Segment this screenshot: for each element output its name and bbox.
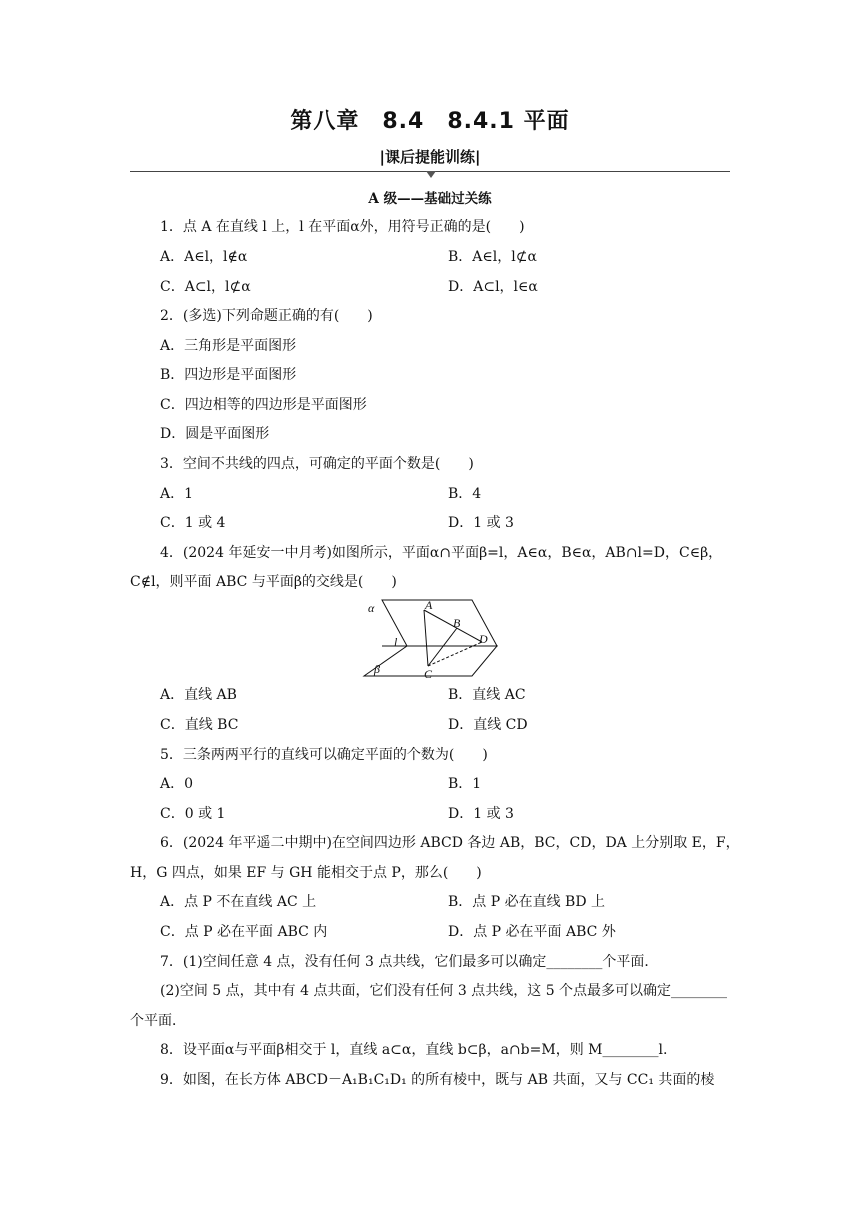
question-7-part1: 7．(1)空间任意 4 点，没有任何 3 点共线，它们最多可以确定________个平面． bbox=[160, 954, 659, 970]
question-9-stem: 9．如图，在长方体 ABCD－A₁B₁C₁D₁ 的所有棱中，既与 AB 共面，又与 CC₁ 共面的棱 bbox=[160, 1072, 715, 1088]
label-a: A bbox=[425, 598, 433, 612]
question-5-option-b: B．1 bbox=[448, 776, 482, 792]
question-4-stem-line1: 4．(2024 年延安一中月考)如图所示，平面α∩平面β=l，A∈α，B∈α，AB∩l=D，C∈β， bbox=[160, 545, 723, 561]
question-2-stem: 2．(多选)下列命题正确的有( ) bbox=[160, 308, 373, 324]
question-3-option-d: D．1 或 3 bbox=[448, 515, 514, 531]
question-7-part2-line1: (2)空间 5 点，其中有 4 点共面，它们没有任何 3 点共线，这 5 个点最多可以确定________ bbox=[160, 983, 728, 999]
question-4-option-a: A．直线 AB bbox=[160, 687, 237, 703]
segment-ac bbox=[424, 610, 428, 666]
question-4-stem-line2: C∉l，则平面 ABC 与平面β的交线是( ) bbox=[130, 574, 397, 590]
question-6-option-c: C．点 P 必在平面 ABC 内 bbox=[160, 924, 328, 940]
label-d: D bbox=[479, 632, 488, 646]
question-5-option-d: D．1 或 3 bbox=[448, 806, 514, 822]
label-alpha: α bbox=[368, 601, 375, 615]
label-c: C bbox=[424, 667, 433, 680]
question-1-option-a: A．A∈l，l∉α bbox=[160, 249, 248, 265]
question-1-option-c: C．A⊂l，l⊄α bbox=[160, 279, 251, 295]
question-2-option-a: A．三角形是平面图形 bbox=[160, 338, 297, 354]
question-6-stem-line1: 6．(2024 年平遥二中期中)在空间四边形 ABCD 各边 AB，BC，CD，DA 上分别取 E，F， bbox=[160, 835, 740, 851]
planes-figure bbox=[362, 596, 502, 680]
question-6-option-d: D．点 P 必在平面 ABC 外 bbox=[448, 924, 616, 940]
question-3-option-c: C．1 或 4 bbox=[160, 515, 226, 531]
question-7-part2-line2: 个平面． bbox=[130, 1013, 186, 1029]
question-3-option-b: B．4 bbox=[448, 486, 482, 502]
question-6-option-b: B．点 P 必在直线 BD 上 bbox=[448, 894, 606, 910]
question-1-option-d: D．A⊂l，l∈α bbox=[448, 279, 538, 295]
label-l: l bbox=[394, 635, 398, 649]
question-4-option-c: C．直线 BC bbox=[160, 717, 239, 733]
label-b: B bbox=[453, 616, 461, 630]
question-4-option-b: B．直线 AC bbox=[448, 687, 526, 703]
question-5-option-a: A．0 bbox=[160, 776, 194, 792]
question-3-option-a: A．1 bbox=[160, 486, 194, 502]
question-5-option-c: C．0 或 1 bbox=[160, 806, 226, 822]
question-5-stem: 5．三条两两平行的直线可以确定平面的个数为( ) bbox=[160, 747, 488, 763]
question-3-stem: 3．空间不共线的四点，可确定的平面个数是( ) bbox=[160, 456, 474, 472]
question-6-stem-line2: H，G 四点，如果 EF 与 GH 能相交于点 P，那么( ) bbox=[130, 865, 482, 881]
segment-bc bbox=[428, 628, 457, 666]
question-2-option-d: D．圆是平面图形 bbox=[160, 426, 270, 442]
page-title: 第八章 8.4 8.4.1 平面 bbox=[290, 109, 570, 134]
divider-arrow-icon bbox=[426, 171, 436, 178]
question-4-option-d: D．直线 CD bbox=[448, 717, 528, 733]
question-1-stem: 1．点 A 在直线 l 上，l 在平面α外，用符号正确的是( ) bbox=[160, 219, 525, 235]
section-banner: |课后提能训练| bbox=[379, 148, 481, 166]
level-heading: A 级——基础过关练 bbox=[368, 191, 492, 207]
label-beta: β bbox=[374, 662, 380, 676]
question-6-option-a: A．点 P 不在直线 AC 上 bbox=[160, 894, 317, 910]
question-2-option-b: B．四边形是平面图形 bbox=[160, 367, 297, 383]
question-8-stem: 8．设平面α与平面β相交于 l，直线 a⊂α，直线 b⊂β，a∩b=M，则 M________l. bbox=[160, 1042, 668, 1058]
question-2-option-c: C．四边相等的四边形是平面图形 bbox=[160, 397, 367, 413]
question-1-option-b: B．A∈l，l⊄α bbox=[448, 249, 537, 265]
